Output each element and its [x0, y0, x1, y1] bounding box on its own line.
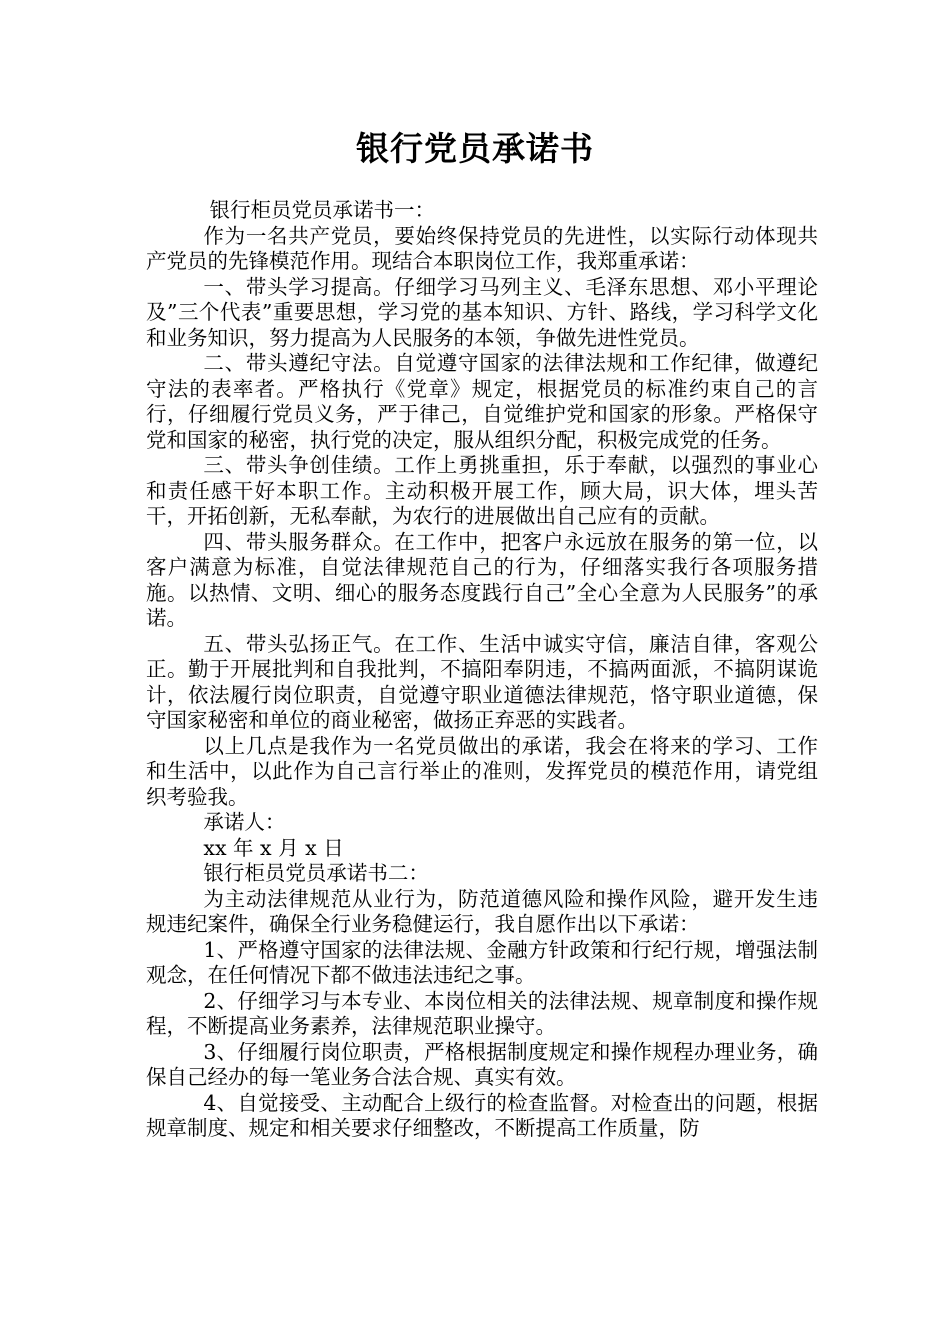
paragraph-pledge-4: 4、自觉接受、主动配合上级行的检查监督。对检查出的问题，根据规章制度、规定和相关要求仔细整改，不断提高工作质量，防: [146, 1090, 818, 1140]
paragraph-item-2: 二、带头遵纪守法。自觉遵守国家的法律法规和工作纪律，做遵纪守法的表率者。严格执行《党章》规定，根据党员的标准约束自己的言行，仔细履行党员义务，严于律己，自觉维护党和国家的形象。严格保守党和国家的秘密，执行党的决定，服从组织分配，积极完成党的任务。: [146, 351, 818, 452]
paragraph-pledge-1: 1、严格遵守国家的法律法规、金融方针政策和行纪行规，增强法制观念，在任何情况下都不做违法违纪之事。: [146, 937, 818, 987]
document-body: [146, 198, 818, 1142]
paragraph-pledge-3: 3、仔细履行岗位职责，严格根据制度规定和操作规程办理业务，确保自己经办的每一笔业务合法合规、真实有效。: [146, 1039, 818, 1089]
paragraph-pledge-2: 2、仔细学习与本专业、本岗位相关的法律法规、规章制度和操作规程，不断提高业务素养，法律规范职业操守。: [146, 988, 818, 1038]
paragraph-item-3: 三、带头争创佳绩。工作上勇挑重担，乐于奉献，以强烈的事业心和责任感干好本职工作。主动积极开展工作，顾大局，识大体，埋头苦干，开拓创新，无私奉献，为农行的进展做出自己应有的贡献。: [146, 453, 818, 528]
paragraph-item-1: 一、带头学习提高。仔细学习马列主义、毛泽东思想、邓小平理论及”三个代表”重要思想，学习党的基本知识、方针、路线，学习科学文化和业务知识，努力提高为人民服务的本领，争做先进性党员。: [146, 274, 818, 350]
signature-label: 承诺人：: [203, 810, 286, 834]
paragraph-item-5: 五、带头弘扬正气。在工作、生活中诚实守信，廉洁自律，客观公正。勤于开展批判和自我批判，不搞阳奉阴违，不搞两面派，不搞阴谋诡计，依法履行岗位职责，自觉遵守职业道德法律规范，恪守职业道德，保守国家秘密和单位的商业秘密，做扬正弃恶的实践者。: [146, 631, 818, 732]
signature-date: xx 年 x 月 x 日: [203, 835, 344, 860]
section-heading-2: 银行柜员党员承诺书二：: [203, 861, 429, 885]
paragraph-intro: 作为一名共产党员，要始终保持党员的先进性，以实际行动体现共产党员的先锋模范作用。现结合本职岗位工作，我郑重承诺：: [146, 223, 818, 273]
paragraph-closing: 以上几点是我作为一名党员做出的承诺，我会在将来的学习、工作和生活中，以此作为自己言行举止的准则，发挥党员的模范作用，请党组织考验我。: [146, 733, 818, 809]
paragraph-item-4: 四、带头服务群众。在工作中，把客户永远放在服务的第一位，以客户满意为标准，自觉法律规范自己的行为，仔细落实我行各项服务措施。以热情、文明、细心的服务态度践行自己”全心全意为人民服务”的承诺。: [146, 529, 818, 630]
section-heading-1: 银行柜员党员承诺书一：: [209, 198, 436, 222]
paragraph-intro-2: 为主动法律规范从业行为，防范道德风险和操作风险，避开发生违规违纪案件，确保全行业务稳健运行，我自愿作出以下承诺：: [146, 886, 818, 936]
document-title: 银行党员承诺书: [356, 129, 594, 168]
